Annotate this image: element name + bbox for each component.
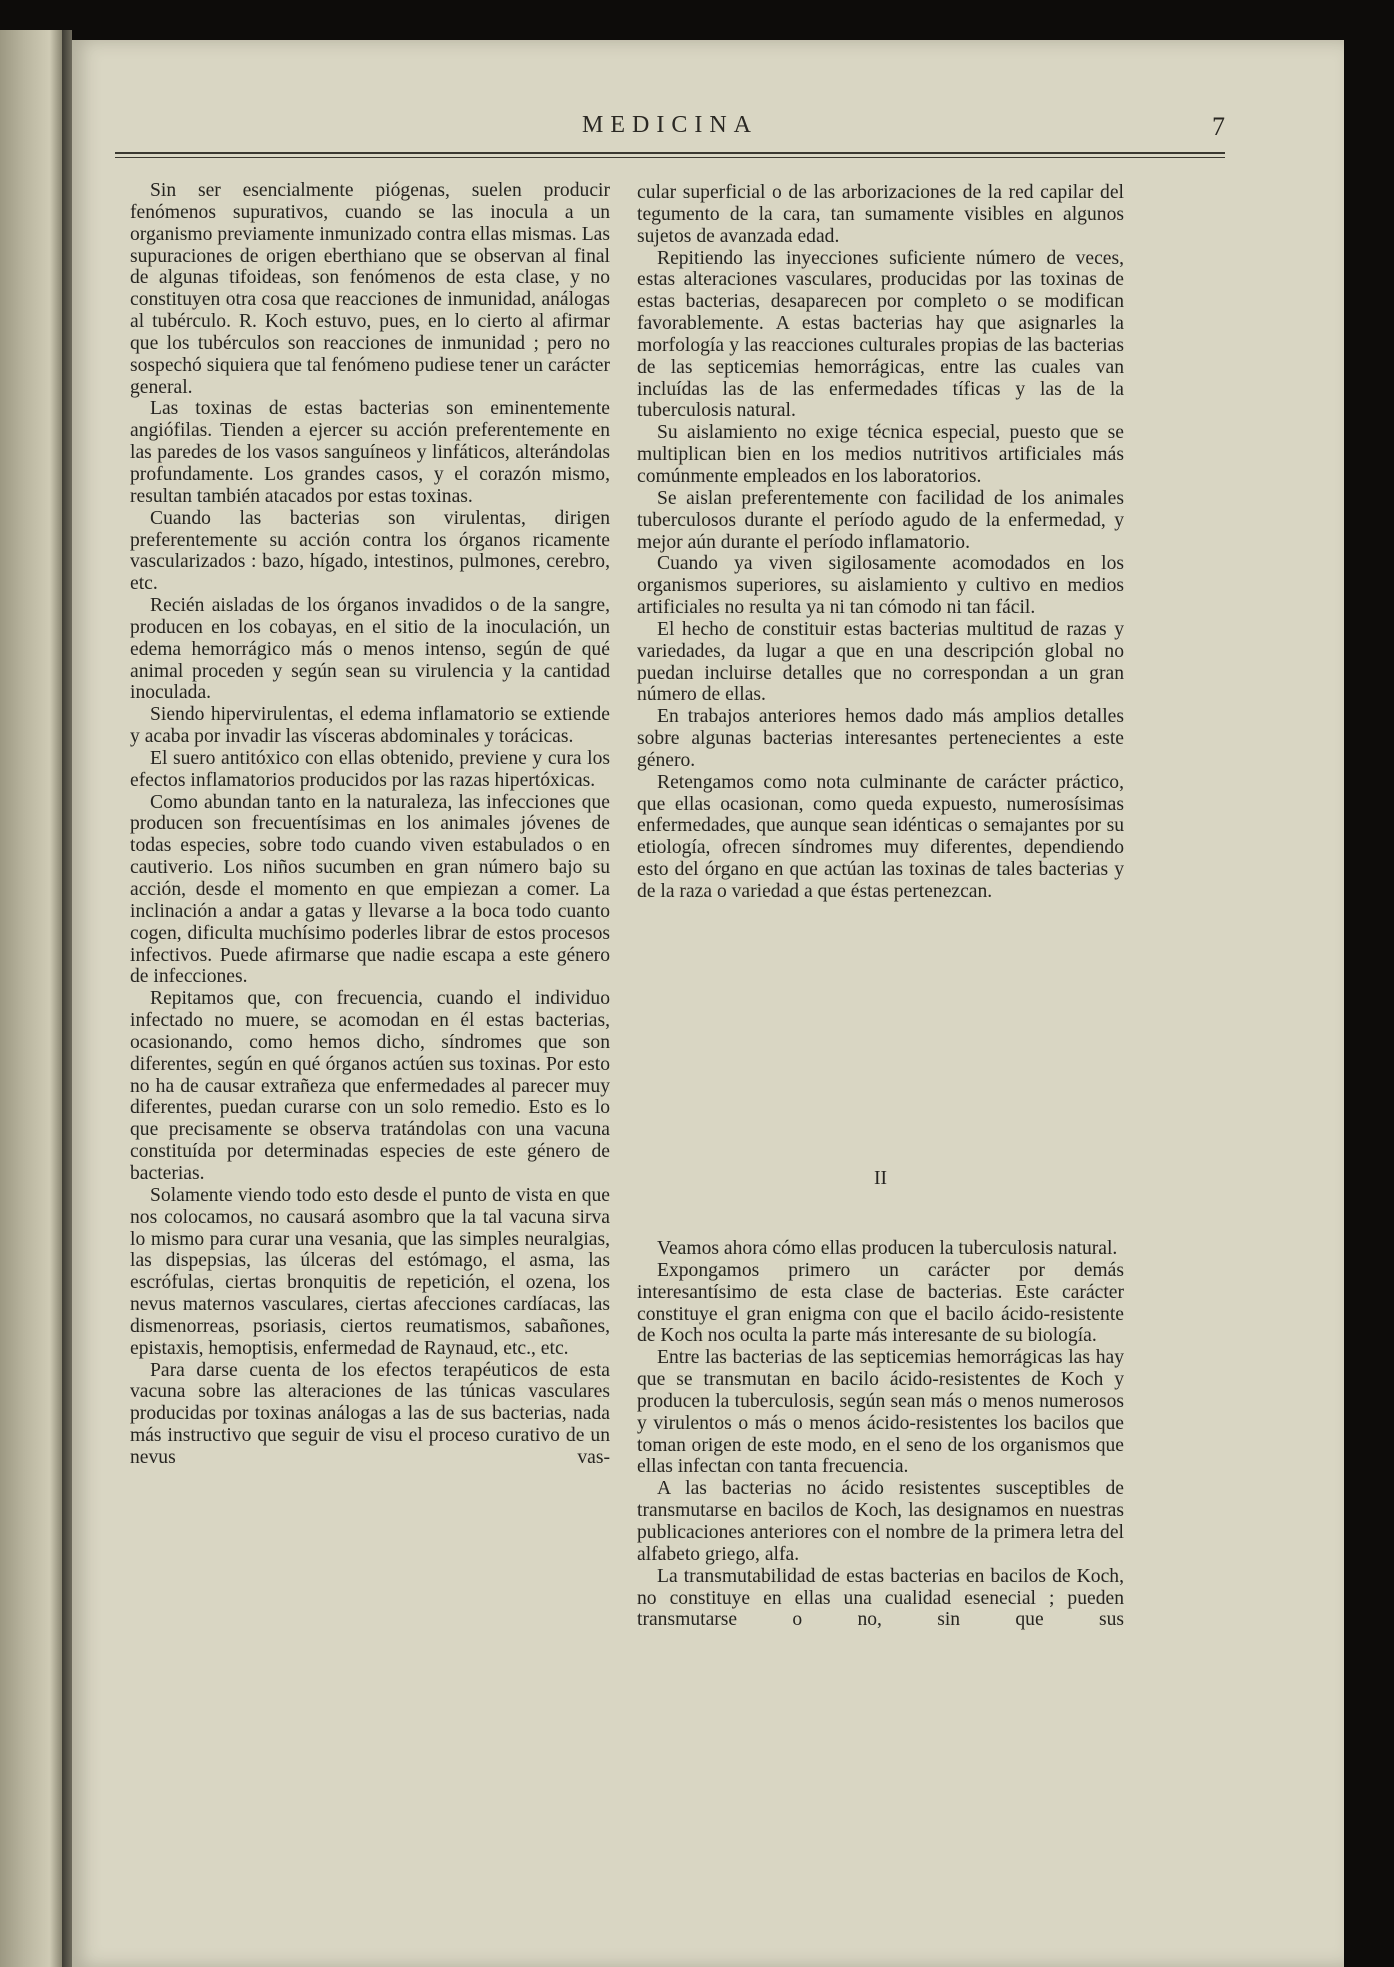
paragraph: Como abundan tanto en la naturaleza, las infecciones que producen son frecuentísimas en los animales jóvenes de todas especies, sobre todo cuando viven estabulados o en cautiverio. Los niños sucumben en gran número bajo su acción, desde el momento en que empiezan a comer. La inclinación a andar a gatas y llevarse a la boca todo cuanto cogen, dificulta muchísimo poderles librar de estos procesos infectivos. Puede afirmarse que nadie escapa a este género de infecciones.	[130, 791, 610, 988]
paragraph: Repitiendo las inyecciones suficiente número de veces, estas alteraciones vasculares, producidas por las toxinas de estas bacterias, desaparecen por completo o se modifican favorablemente. A estas bacterias hay que asignarles la morfología y las reacciones culturales propias de las bacterias de las septicemias hemorrágicas, entre las cuales van incluídas las de las enfermedades tíficas y las de la tuberculosis natural.	[637, 247, 1124, 422]
journal-title: MEDICINA	[582, 112, 758, 138]
paragraph: Las toxinas de estas bacterias son eminentemente angiófilas. Tienden a ejercer su acción preferentemente en las paredes de los vasos sanguíneos y linfáticos, alterándolas profundamente. Los grandes casos, y el corazón mismo, resultan también atacados por estas toxinas.	[130, 398, 610, 507]
right-column-top	[637, 182, 1124, 903]
book-spine	[62, 30, 72, 1967]
left-column	[130, 180, 610, 1469]
header-rule-thick	[115, 152, 1225, 154]
paragraph: Para darse cuenta de los efectos terapéuticos de esta vacuna sobre las alteraciones de las túnicas vasculares producidas por toxinas análogas a las de sus bacterias, nada más instructivo que seguir de visu el proceso curativo de un nevus vas-	[130, 1359, 610, 1468]
page-number: 7	[1212, 112, 1225, 141]
paragraph: Veamos ahora cómo ellas producen la tuberculosis natural.	[657, 1238, 1118, 1259]
paragraph: cular superficial o de las arborizaciones de la red capilar del tegumento de la cara, tan sumamente visibles en algunos sujetos de avanzada edad.	[637, 182, 1124, 247]
paragraph: Siendo hipervirulentas, el edema inflamatorio se extiende y acaba por invadir las vísceras abdominales y torácicas.	[130, 704, 610, 748]
paragraph: Retengamos como nota culminante de carácter práctico, que ellas ocasionan, como queda expuesto, numerosísimas enfermedades, que aunque sean idénticas o semajantes por su etiología, ofrecen síndromes muy diferentes, dependiendo esto del órgano en que actúan las toxinas de tales bacterias y de la raza o variedad a que éstas pertenezcan.	[637, 771, 1124, 902]
paragraph: El suero antitóxico con ellas obtenido, previene y cura los efectos inflamatorios producidos por las razas hipertóxicas.	[130, 747, 610, 791]
facing-page-edge	[0, 30, 62, 1967]
paragraph: Cuando ya viven sigilosamente acomodados en los organismos superiores, su aislamiento y cultivo en medios artificiales no resulta ya ni tan cómodo ni tan fácil.	[637, 553, 1124, 619]
right-column-bottom	[637, 1238, 1124, 1631]
paragraph: Repitamos que, con frecuencia, cuando el individuo infectado no muere, se acomodan en él estas bacterias, ocasionando, como hemos dicho, síndromes que son diferentes, según en qué órganos actúen sus toxinas. Por esto no ha de causar extrañeza que enfermedades al parecer muy diferentes, puedan curarse con un solo remedio. Esto es lo que precisamente se observa tratándolas con una vacuna constituída por determinadas especies de este género de bacterias.	[130, 988, 610, 1184]
paragraph: Solamente viendo todo esto desde el punto de vista en que nos colocamos, no causará asombro que la tal vacuna sirva lo mismo para curar una vesania, que las simples neuralgias, las dispepsias, las úlceras del estómago, el asma, las escrófulas, ciertas bronquitis de repetición, el ozena, los nevus maternos vasculares, ciertas afecciones cardíacas, las dismenorreas, psoriasis, ciertos reumatismos, sabañones, epistaxis, hemoptisis, enfermedad de Raynaud, etc., etc.	[130, 1184, 610, 1359]
paragraph: La transmutabilidad de estas bacterias en bacilos de Koch, no constituye en ellas una cualidad esenecial ; pueden transmutarse o no, sin que sus	[637, 1565, 1124, 1631]
paragraph: A las bacterias no ácido resistentes susceptibles de transmutarse en bacilos de Koch, las designamos en nuestras publicaciones anteriores con el nombre de la primera letra del alfabeto griego, alfa.	[637, 1478, 1124, 1565]
paragraph: Sin ser esencialmente piógenas, suelen producir fenómenos supurativos, cuando se las inocula a un organismo previamente inmunizado contra ellas mismas. Las supuraciones de origen eberthiano que se observan al final de algunas tifoideas, son fenómenos de esta clase, y no constituyen otra cosa que reacciones de inmunidad, análogas al tubérculo. R. Koch estuvo, pues, en lo cierto al afirmar que los tubérculos son reacciones de inmunidad ; pero no sospechó siquiera que tal fenómeno pudiese tener un carácter general.	[130, 180, 610, 398]
paragraph: Cuando las bacterias son virulentas, dirigen preferentemente su acción contra los órganos ricamente vascularizados : bazo, hígado, intestinos, pulmones, cerebro, etc.	[130, 507, 610, 595]
header-rule-thin	[115, 157, 1225, 158]
paragraph: Su aislamiento no exige técnica especial, puesto que se multiplican bien en los medios nutritivos artificiales más comúnmente empleados en los laboratorios.	[637, 422, 1124, 487]
paragraph: Se aislan preferentemente con facilidad de los animales tuberculosos durante el período agudo de la enfermedad, y mejor aún durante el período inflamatorio.	[637, 487, 1124, 553]
paragraph: Expongamos primero un carácter por demás interesantísimo de esta clase de bacterias. Este carácter constituye el gran enigma con que el bacilo ácido-resistente de Koch nos oculta la parte más interesante de su biología.	[637, 1259, 1124, 1347]
section-heading: II	[873, 1168, 888, 1189]
paragraph: En trabajos anteriores hemos dado más amplios detalles sobre algunas bacterias interesantes pertenecientes a este género.	[637, 706, 1124, 771]
paragraph: Entre las bacterias de las septicemias hemorrágicas las hay que se transmutan en bacilo ácido-resistentes de Koch y producen la tuberculosis, según sean más o menos numerosos y virulentos o más o menos ácido-resistentes los bacilos que toman origen de este modo, en el seno de los organismos que ellas infectan con tanta frecuencia.	[637, 1347, 1124, 1478]
running-header	[115, 112, 1225, 152]
paragraph: Recién aisladas de los órganos invadidos o de la sangre, producen en los cobayas, en el sitio de la inoculación, un edema hemorrágico más o menos intenso, según de qué animal proceden y según sean su virulencia y la cantidad inoculada.	[130, 595, 610, 704]
paragraph: El hecho de constituir estas bacterias multitud de razas y variedades, da lugar a que en una descripción global no puedan incluirse detalles que no correspondan a un gran número de ellas.	[637, 618, 1124, 706]
